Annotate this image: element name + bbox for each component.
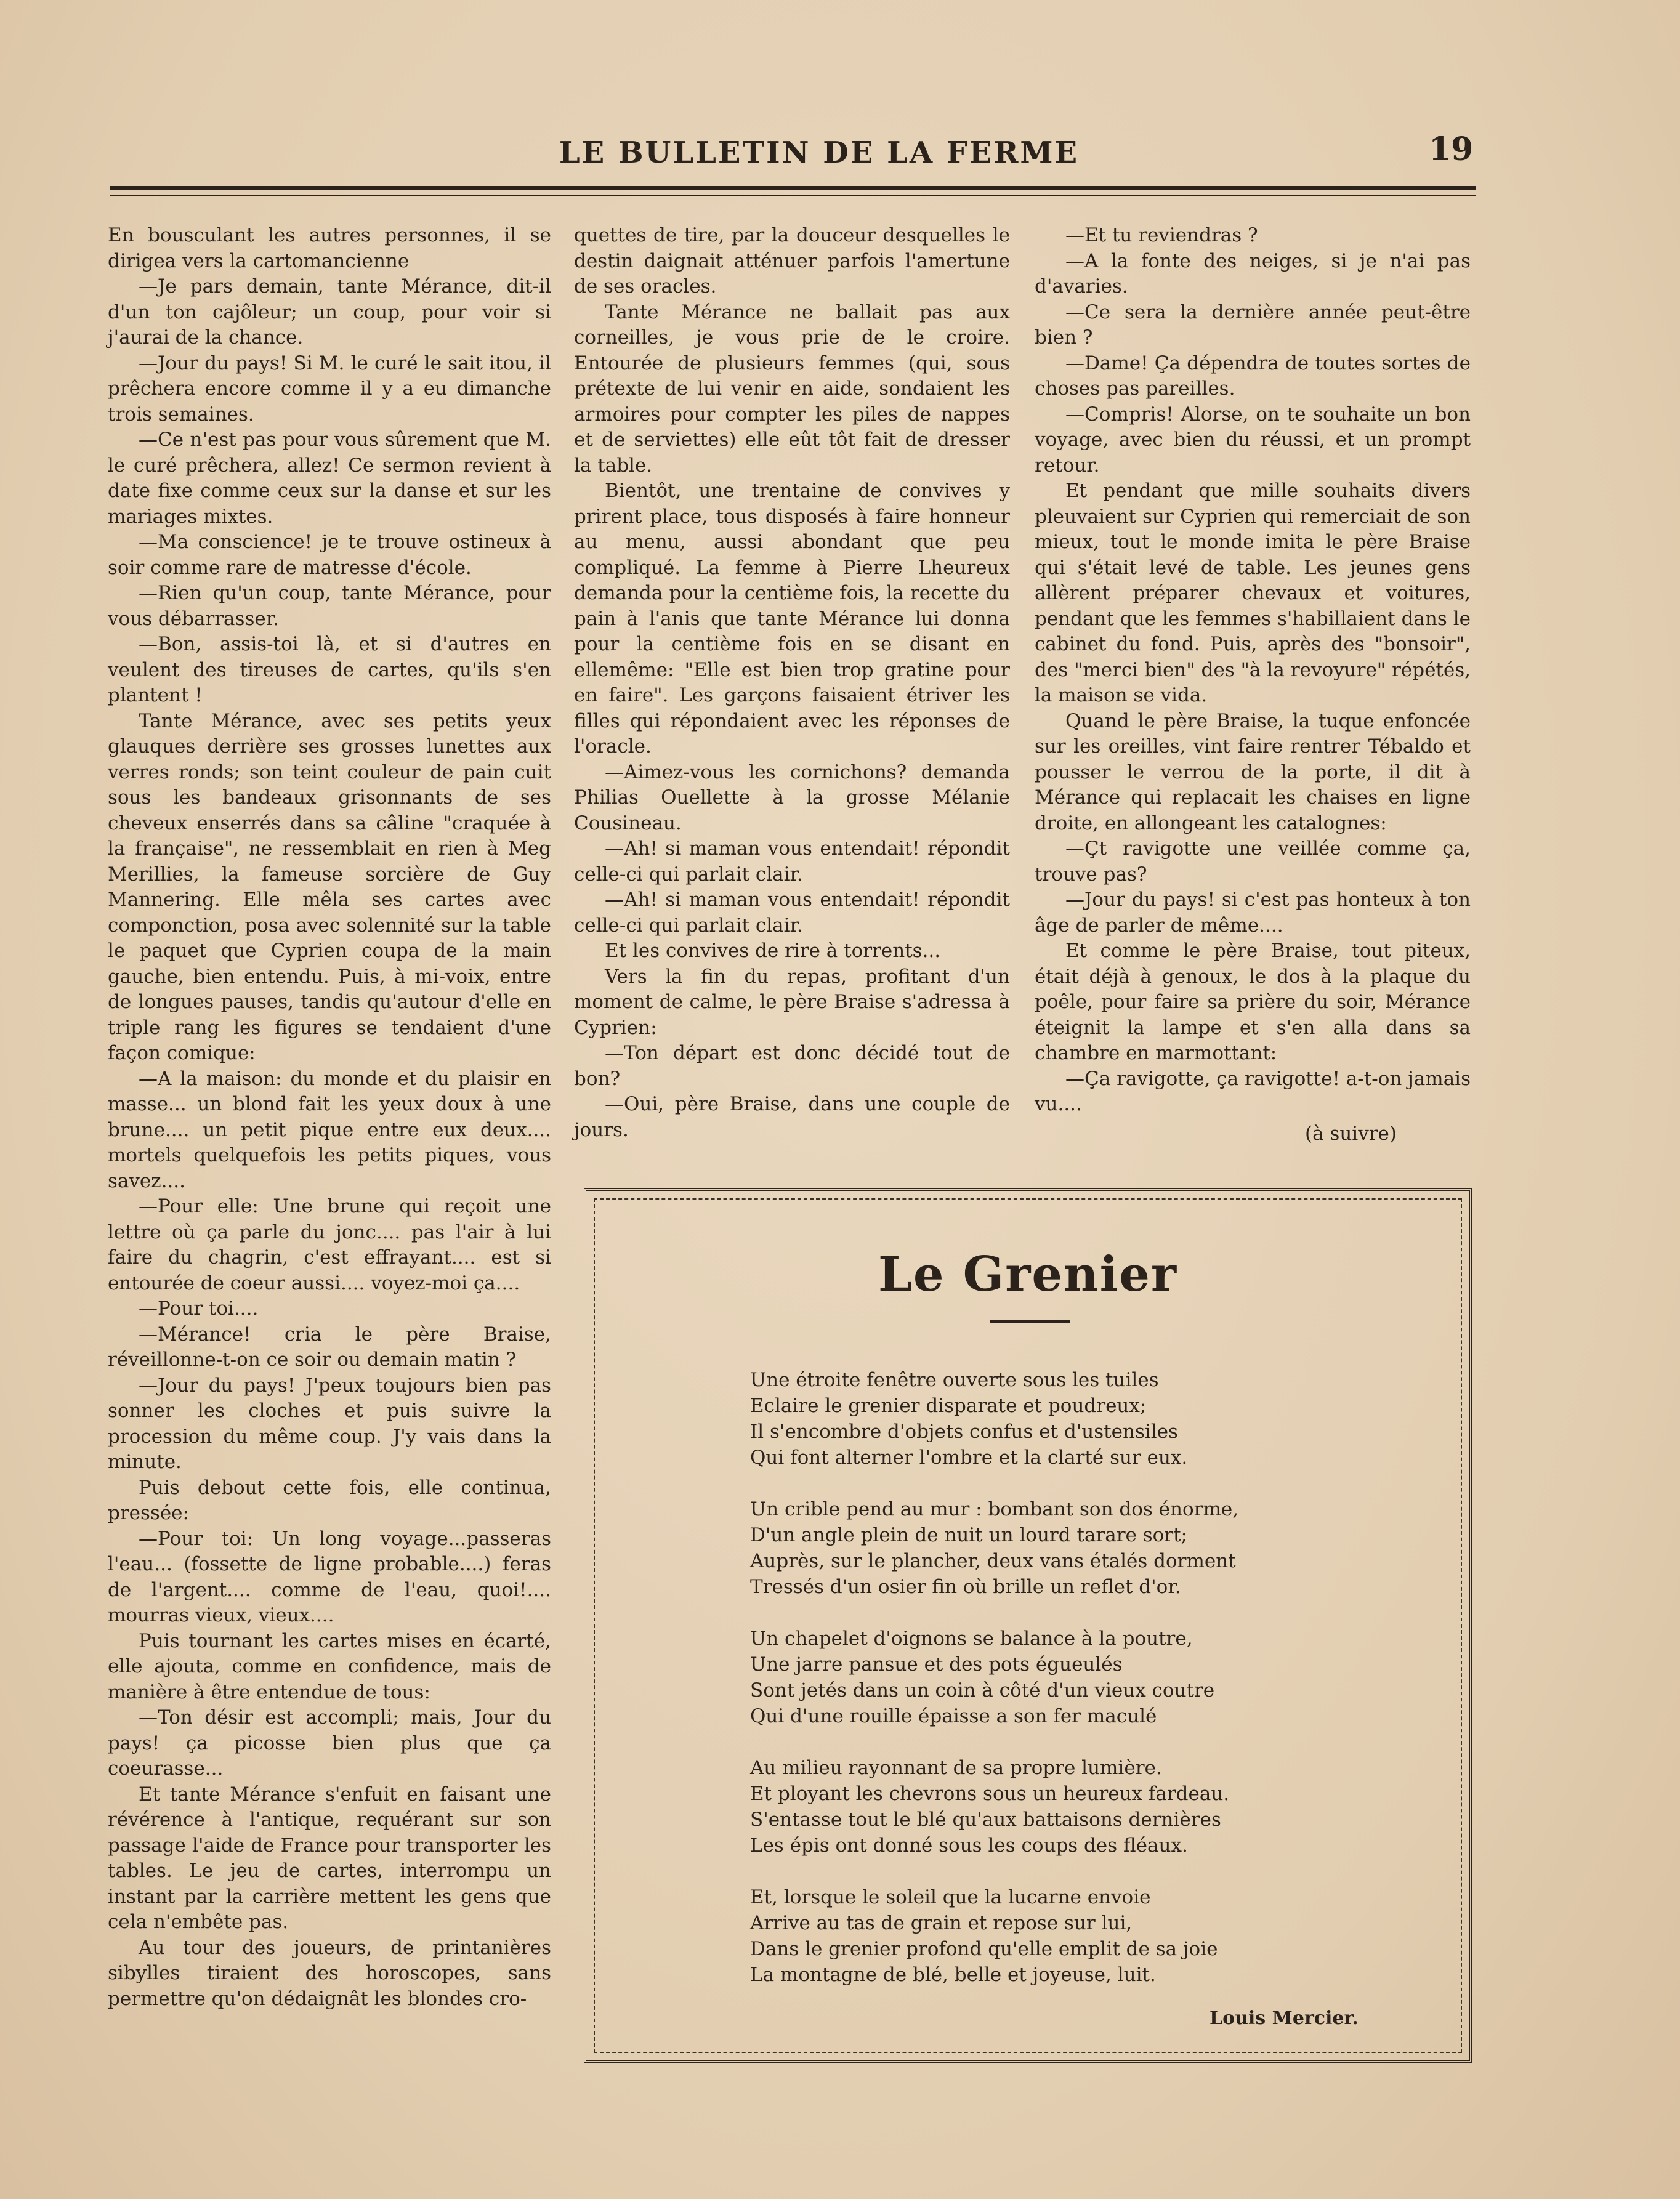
poem-line: Eclaire le grenier disparate et poudreux;: [750, 1395, 1147, 1417]
poem-line: Et, lorsque le soleil que la lucarne envoie: [750, 1886, 1151, 1908]
poem-stanza: [750, 1496, 1366, 1600]
paragraph: Puis debout cette fois, elle continua, pressée:: [108, 1476, 551, 1524]
paragraph: —Rien qu'un coup, tante Mérance, pour vous débarrasser.: [108, 582, 551, 630]
poem-line: Et ployant les chevrons sous un heureux fardeau.: [750, 1783, 1230, 1805]
poem-stanza: [750, 1755, 1366, 1858]
poem-stanza: [750, 1626, 1366, 1729]
poem-line: Il s'encombre d'objets confus et d'ustensiles: [750, 1421, 1178, 1443]
paragraph: quettes de tire, par la douceur desquelles le destin daignait atténuer parfois l'amertune de ses oracles.: [574, 224, 1010, 297]
poem-line: Tressés d'un osier fin où brille un reflet d'or.: [750, 1576, 1181, 1598]
paragraph: —Je pars demain, tante Mérance, dit-il d'un ton cajôleur; un coup, pour voir si j'aurai de la chance.: [108, 275, 551, 349]
to-be-continued: (à suivre): [1305, 1122, 1397, 1145]
paragraph: —Mérance! cria le père Braise, réveillonne-t-on ce soir ou demain matin ?: [108, 1323, 551, 1371]
paragraph: Vers la fin du repas, profitant d'un moment de calme, le père Braise s'adressa à Cyprien:: [574, 965, 1010, 1039]
paragraph: —Ce sera la dernière année peut-être bien ?: [1035, 301, 1471, 349]
header-rule-thin: [110, 195, 1476, 196]
poem-line: D'un angle plein de nuit un lourd tarare sort;: [750, 1524, 1188, 1546]
paragraph: Et comme le père Braise, tout piteux, était déjà à genoux, le dos à la plaque du poêle, pour faire sa prière du soir, Mérance éteignit la lampe et s'en alla dans sa chambre en marmottant:: [1035, 940, 1471, 1064]
paragraph: Bientôt, une trentaine de convives y prirent place, tous disposés à faire honneur au menu, aussi abondant que peu compliqué. La femme à Pierre Lheureux demanda pour la centième fois, la recette du pain à l'anis que tante Mérance lui donna pour la centième fois en se disant en ellemême: "Elle est bien trop gratine pour en faire". Les garçons faisaient étriver les filles qui répondaient avec les réponses de l'oracle.: [574, 480, 1010, 757]
poem-title: Le Grenier: [878, 1246, 1178, 1302]
paragraph: —Jour du pays! Si M. le curé le sait itou, il prêchera encore comme il y a eu dimanche trois semaines.: [108, 352, 551, 426]
page-number: 19: [1429, 131, 1474, 168]
paragraph: Et pendant que mille souhaits divers pleuvaient sur Cyprien qui remerciait de son mieux, tout le monde imita le père Braise qui s'était levé de table. Les jeunes gens allèrent préparer chevaux et voitures, pendant que les femmes s'habillaient dans le cabinet du fond. Puis, après des "bonsoir", des "merci bien" des "à la revoyure" répétés, la maison se vida.: [1035, 480, 1471, 706]
paragraph: Et les convives de rire à torrents...: [605, 940, 941, 962]
paragraph: —Ce n'est pas pour vous sûrement que M. le curé prêchera, allez! Ce sermon revient à date fixe comme ceux sur la danse et sur les mariages mixtes.: [108, 429, 551, 528]
paragraph: —Et tu reviendras ?: [1065, 224, 1258, 246]
paragraph: Tante Mérance, avec ses petits yeux glauques derrière ses grosses lunettes aux verres ronds; son teint couleur de pain cuit sous les bandeaux grisonnants de ses cheveux enserrés dans sa câline "craquée à la française", ne ressemblait en rien à Meg Merillies, la fameuse sorcière de Guy Mannering. Elle mêla ses cartes avec componction, posa avec solennité sur la table le paquet que Cyprien coupa de la main gauche, bien entendu. Puis, à mi-voix, entre de longues pauses, tandis qu'autour d'elle en triple rang les figures se tendaient d'une façon comique:: [108, 709, 551, 1064]
paragraph: —A la maison: du monde et du plaisir en masse... un blond fait les yeux doux à une brune.... un petit pique entre eux deux.... mortels quelquefois les petits piques, vous savez....: [108, 1067, 551, 1192]
paragraph: —Pour toi: Un long voyage...passeras l'eau... (fossette de ligne probable....) feras de l'argent.... comme de l'eau, quoi!.... mourras vieux, vieux....: [108, 1527, 551, 1626]
poem-line: Qui font alterner l'ombre et la clarté sur eux.: [750, 1446, 1188, 1469]
poem-line: Une étroite fenêtre ouverte sous les tuiles: [750, 1369, 1159, 1391]
paragraph: —Compris! Alorse, on te souhaite un bon voyage, avec bien du réussi, et un prompt retour.: [1035, 403, 1471, 477]
paragraph: —Jour du pays! si c'est pas honteux à ton âge de parler de même....: [1035, 889, 1471, 937]
poem-line: Une jarre pansue et des pots égueulés: [750, 1653, 1123, 1676]
text-column-3: [1035, 223, 1471, 1147]
poem-line: Au milieu rayonnant de sa propre lumière.: [750, 1757, 1162, 1779]
poem-line: Les épis ont donné sous les coups des fléaux.: [750, 1834, 1188, 1857]
paragraph: —Bon, assis-toi là, et si d'autres en veulent des tireuses de cartes, qu'ils s'en plantent !: [108, 633, 551, 706]
paragraph: —Çt ravigotte une veillée comme ça, trouve pas?: [1035, 837, 1471, 886]
poem-stanza: [750, 1367, 1366, 1471]
poem-line: La montagne de blé, belle et joyeuse, luit.: [750, 1964, 1156, 1986]
poem-stanza: [750, 1884, 1366, 1988]
paragraph: Au tour des joueurs, de printanières sibylles tiraient des horoscopes, sans permettre qu'on dédaignât les blondes cro-: [108, 1936, 551, 2010]
text-column-1: [108, 223, 551, 2012]
paragraph: —Dame! Ça dépendra de toutes sortes de choses pas pareilles.: [1035, 352, 1471, 400]
paragraph: —Jour du pays! J'peux toujours bien pas sonner les cloches et puis suivre la procession du même coup. J'y vais dans la minute.: [108, 1374, 551, 1473]
paragraph: Et tante Mérance s'enfuit en faisant une révérence à l'antique, requérant sur son passage l'aide de France pour transporter les tables. Le jeu de cartes, interrompu un instant par la carrière mettent les gens que cela n'embête pas.: [108, 1783, 551, 1933]
poem-author: Louis Mercier.: [1210, 2007, 1359, 2029]
paragraph: —Oui, père Braise, dans une couple de jours.: [574, 1093, 1010, 1141]
text-column-2: [574, 223, 1010, 1143]
paragraph: —Pour toi....: [139, 1297, 259, 1320]
paragraph: Tante Mérance ne ballait pas aux corneilles, je vous prie de le croire. Entourée de plusieurs femmes (qui, sous prétexte de lui venir en aide, sondaient les armoires pour compter les piles de nappes et de serviettes) elle eût tôt fait de dresser la table.: [574, 301, 1010, 477]
paragraph: Quand le père Braise, la tuque enfoncée sur les oreilles, vint faire rentrer Tébaldo et pousser le verrou de la porte, il dit à Mérance qui replacait les chaises en ligne droite, en allongeant les catalognes:: [1035, 709, 1471, 834]
poem-line: Un chapelet d'oignons se balance à la poutre,: [750, 1628, 1193, 1650]
paragraph: —Ah! si maman vous entendait! répondit celle-ci qui parlait clair.: [574, 889, 1010, 937]
paragraph: —Ma conscience! je te trouve ostineux à soir comme rare de matresse d'école.: [108, 531, 551, 579]
poem-line: Dans le grenier profond qu'elle emplit de sa joie: [750, 1938, 1218, 1960]
paragraph: —Ton départ est donc décidé tout de bon?: [574, 1042, 1010, 1090]
poem-line: Auprès, sur le plancher, deux vans étalés dorment: [750, 1550, 1236, 1572]
paragraph: —A la fonte des neiges, si je n'ai pas d'avaries.: [1035, 249, 1471, 297]
poem-body: [750, 1367, 1366, 2014]
paragraph: —Ton désir est accompli; mais, Jour du pays! ça picosse bien plus que ça coeurasse...: [108, 1706, 551, 1780]
poem-box: [584, 1188, 1472, 2063]
paragraph: —Ça ravigotte, ça ravigotte! a-t-on jamais vu....: [1035, 1067, 1471, 1115]
poem-line: S'entasse tout le blé qu'aux battaisons dernières: [750, 1809, 1221, 1831]
paragraph: En bousculant les autres personnes, il se dirigea vers la cartomancienne: [108, 224, 551, 272]
header-rule-thick: [110, 186, 1476, 190]
paragraph: Puis tournant les cartes mises en écarté, elle ajouta, comme en confidence, mais de manière à être entendue de tous:: [108, 1629, 551, 1703]
poem-title-rule: [990, 1320, 1070, 1323]
paragraph: —Pour elle: Une brune qui reçoit une lettre où ça parle du jonc.... pas l'air à lui faire du chagrin, c'est effrayant.... est si entourée de coeur aussi.... voyez-moi ça....: [108, 1195, 551, 1294]
paragraph: —Aimez-vous les cornichons? demanda Philias Ouellette à la grosse Mélanie Cousineau.: [574, 761, 1010, 834]
page-header-title: LE BULLETIN DE LA FERME: [559, 135, 1080, 170]
poem-line: Sont jetés dans un coin à côté d'un vieux coutre: [750, 1679, 1215, 1701]
poem-line: Qui d'une rouille épaisse a son fer maculé: [750, 1705, 1157, 1727]
paragraph: —Ah! si maman vous entendait! répondit celle-ci qui parlait clair.: [574, 837, 1010, 886]
poem-line: Un crible pend au mur : bombant son dos énorme,: [750, 1498, 1239, 1520]
poem-line: Arrive au tas de grain et repose sur lui,: [750, 1912, 1133, 1934]
